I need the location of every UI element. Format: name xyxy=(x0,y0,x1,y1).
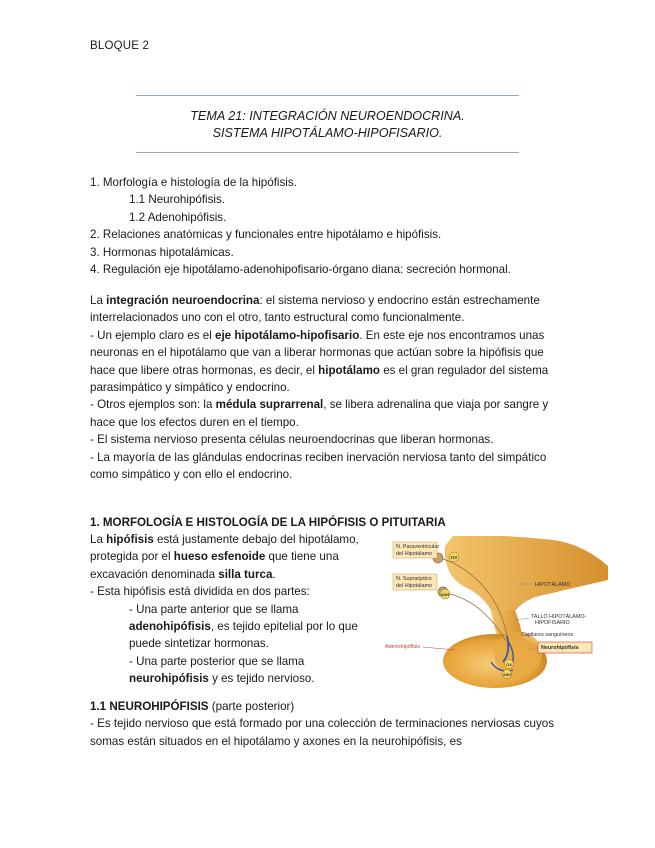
pituitary-diagram xyxy=(383,536,608,689)
label-tallo: TALLO HIPOTÁLAMO- xyxy=(531,614,587,620)
section-1-1 xyxy=(90,698,568,750)
adh-badge xyxy=(440,589,450,599)
section-1-body xyxy=(90,531,382,688)
label-supraoptico xyxy=(393,574,437,590)
svg-text:Neurohipófisis: Neurohipófisis xyxy=(541,645,579,651)
svg-text:N. Supraóptico: N. Supraóptico xyxy=(396,576,432,582)
label-capilares: Capilares sanguíneos xyxy=(521,632,574,638)
section-1-heading: 1. MORFOLOGÍA E HISTOLOGÍA DE LA HIPÓFISIS O PITUITARIA xyxy=(90,516,446,529)
label-hipotalamo: HIPOTÁLAMO xyxy=(535,582,571,588)
title-line-1: TEMA 21: INTEGRACIÓN NEUROENDOCRINA. xyxy=(190,109,465,123)
section-1-1-heading: 1.1 NEUROHIPÓFISIS (parte posterior) xyxy=(90,700,295,713)
title-line-2: SISTEMA HIPOTÁLAMO-HIPOFISARIO. xyxy=(212,126,443,140)
intro-paragraph: - El sistema nervioso presenta células neuroendocrinas que liberan hormonas. xyxy=(90,433,494,447)
label-paraventricular xyxy=(393,542,439,558)
page-title xyxy=(136,108,519,142)
intro-paragraph: - La mayoría de las glándulas endocrinas reciben inervación nerviosa tanto del simpático como simpático y con ello el endocrino. xyxy=(90,450,547,482)
svg-text:OX: OX xyxy=(450,555,458,560)
ox-badge xyxy=(449,552,459,562)
intro-paragraph: - Otros ejemplos son: la médula suprarrenal, se libera adrenalina que viaja por sangre y hace que los efectos duren en el tiempo. xyxy=(90,398,549,429)
svg-text:OX: OX xyxy=(506,662,512,667)
section-1-paragraph: La hipófisis está justamente debajo del hipotálamo, protegida por el hueso esfenoide que tiene una excavación denominada silla turca. xyxy=(90,533,359,581)
adh-badge-lower xyxy=(503,670,512,679)
title-rule-top xyxy=(136,95,519,96)
svg-text:N. Paraventricular: N. Paraventricular xyxy=(396,544,440,550)
toc-item: 1. Morfología e histología de la hipófisis. xyxy=(90,176,297,189)
posterior-lobe-shape xyxy=(494,632,542,676)
svg-text:del Hipotálamo: del Hipotálamo xyxy=(396,551,432,557)
toc-item: 2. Relaciones anatómicas y funcionales entre hipotálamo e hipófisis. xyxy=(90,228,442,242)
label-adenohipofisis xyxy=(385,644,455,650)
section-1-subitem: - Una parte anterior que se llama adenohipófisis, es tejido epitelial por lo que puede sintetizar hormonas. xyxy=(129,602,358,651)
svg-text:Adenohipófisis: Adenohipófisis xyxy=(385,644,421,650)
intro-paragraph: - Un ejemplo claro es el eje hipotálamo-hipofisario. En este eje nos encontramos unas neuronas en el hipotálamo que van a liberar hormonas que actúan sobre la hipófisis que hace que libere otras hormonas, es decir, el hipotálamo es el gran regulador del sistema parasimpático y simpático y endocrino. xyxy=(90,328,549,395)
toc-item: 1.1 Neurohipófisis. xyxy=(129,193,226,207)
svg-text:del Hipotálamo: del Hipotálamo xyxy=(396,583,432,589)
table-of-contents xyxy=(90,174,568,278)
title-rule-bottom xyxy=(136,152,519,153)
toc-item: 4. Regulación eje hipotálamo-adenohipofisario-órgano diana: secreción hormonal. xyxy=(90,263,511,277)
svg-text:ADH: ADH xyxy=(503,673,511,677)
ox-badge-lower xyxy=(505,660,514,669)
svg-text:ADH: ADH xyxy=(440,592,450,597)
section-1-subitem: - Una parte posterior que se llama neurohipófisis y es tejido nervioso. xyxy=(129,654,315,686)
toc-item: 1.2 Adenohipófisis. xyxy=(129,210,227,224)
intro-section xyxy=(90,292,568,483)
section-1-paragraph: - Esta hipófisis está dividida en dos partes: xyxy=(90,585,310,599)
intro-paragraph: La integración neuroendocrina: el sistema nervioso y endocrino están estrechamente interrelacionados uno con el otro, tanto estructural como funcionalmente. xyxy=(90,294,540,325)
block-label: BLOQUE 2 xyxy=(90,40,150,52)
section-1-1-paragraph: - Es tejido nervioso que está formado por una colección de terminaciones nerviosas cuyos somas están situados en el hipotálamo y axones en la neurohipófisis, es xyxy=(90,717,554,748)
svg-text:HIPOFISARIO: HIPOFISARIO xyxy=(535,620,570,626)
label-neurohipofisis xyxy=(529,642,592,653)
toc-item: 3. Hormonas hipotalámicas. xyxy=(90,245,234,259)
